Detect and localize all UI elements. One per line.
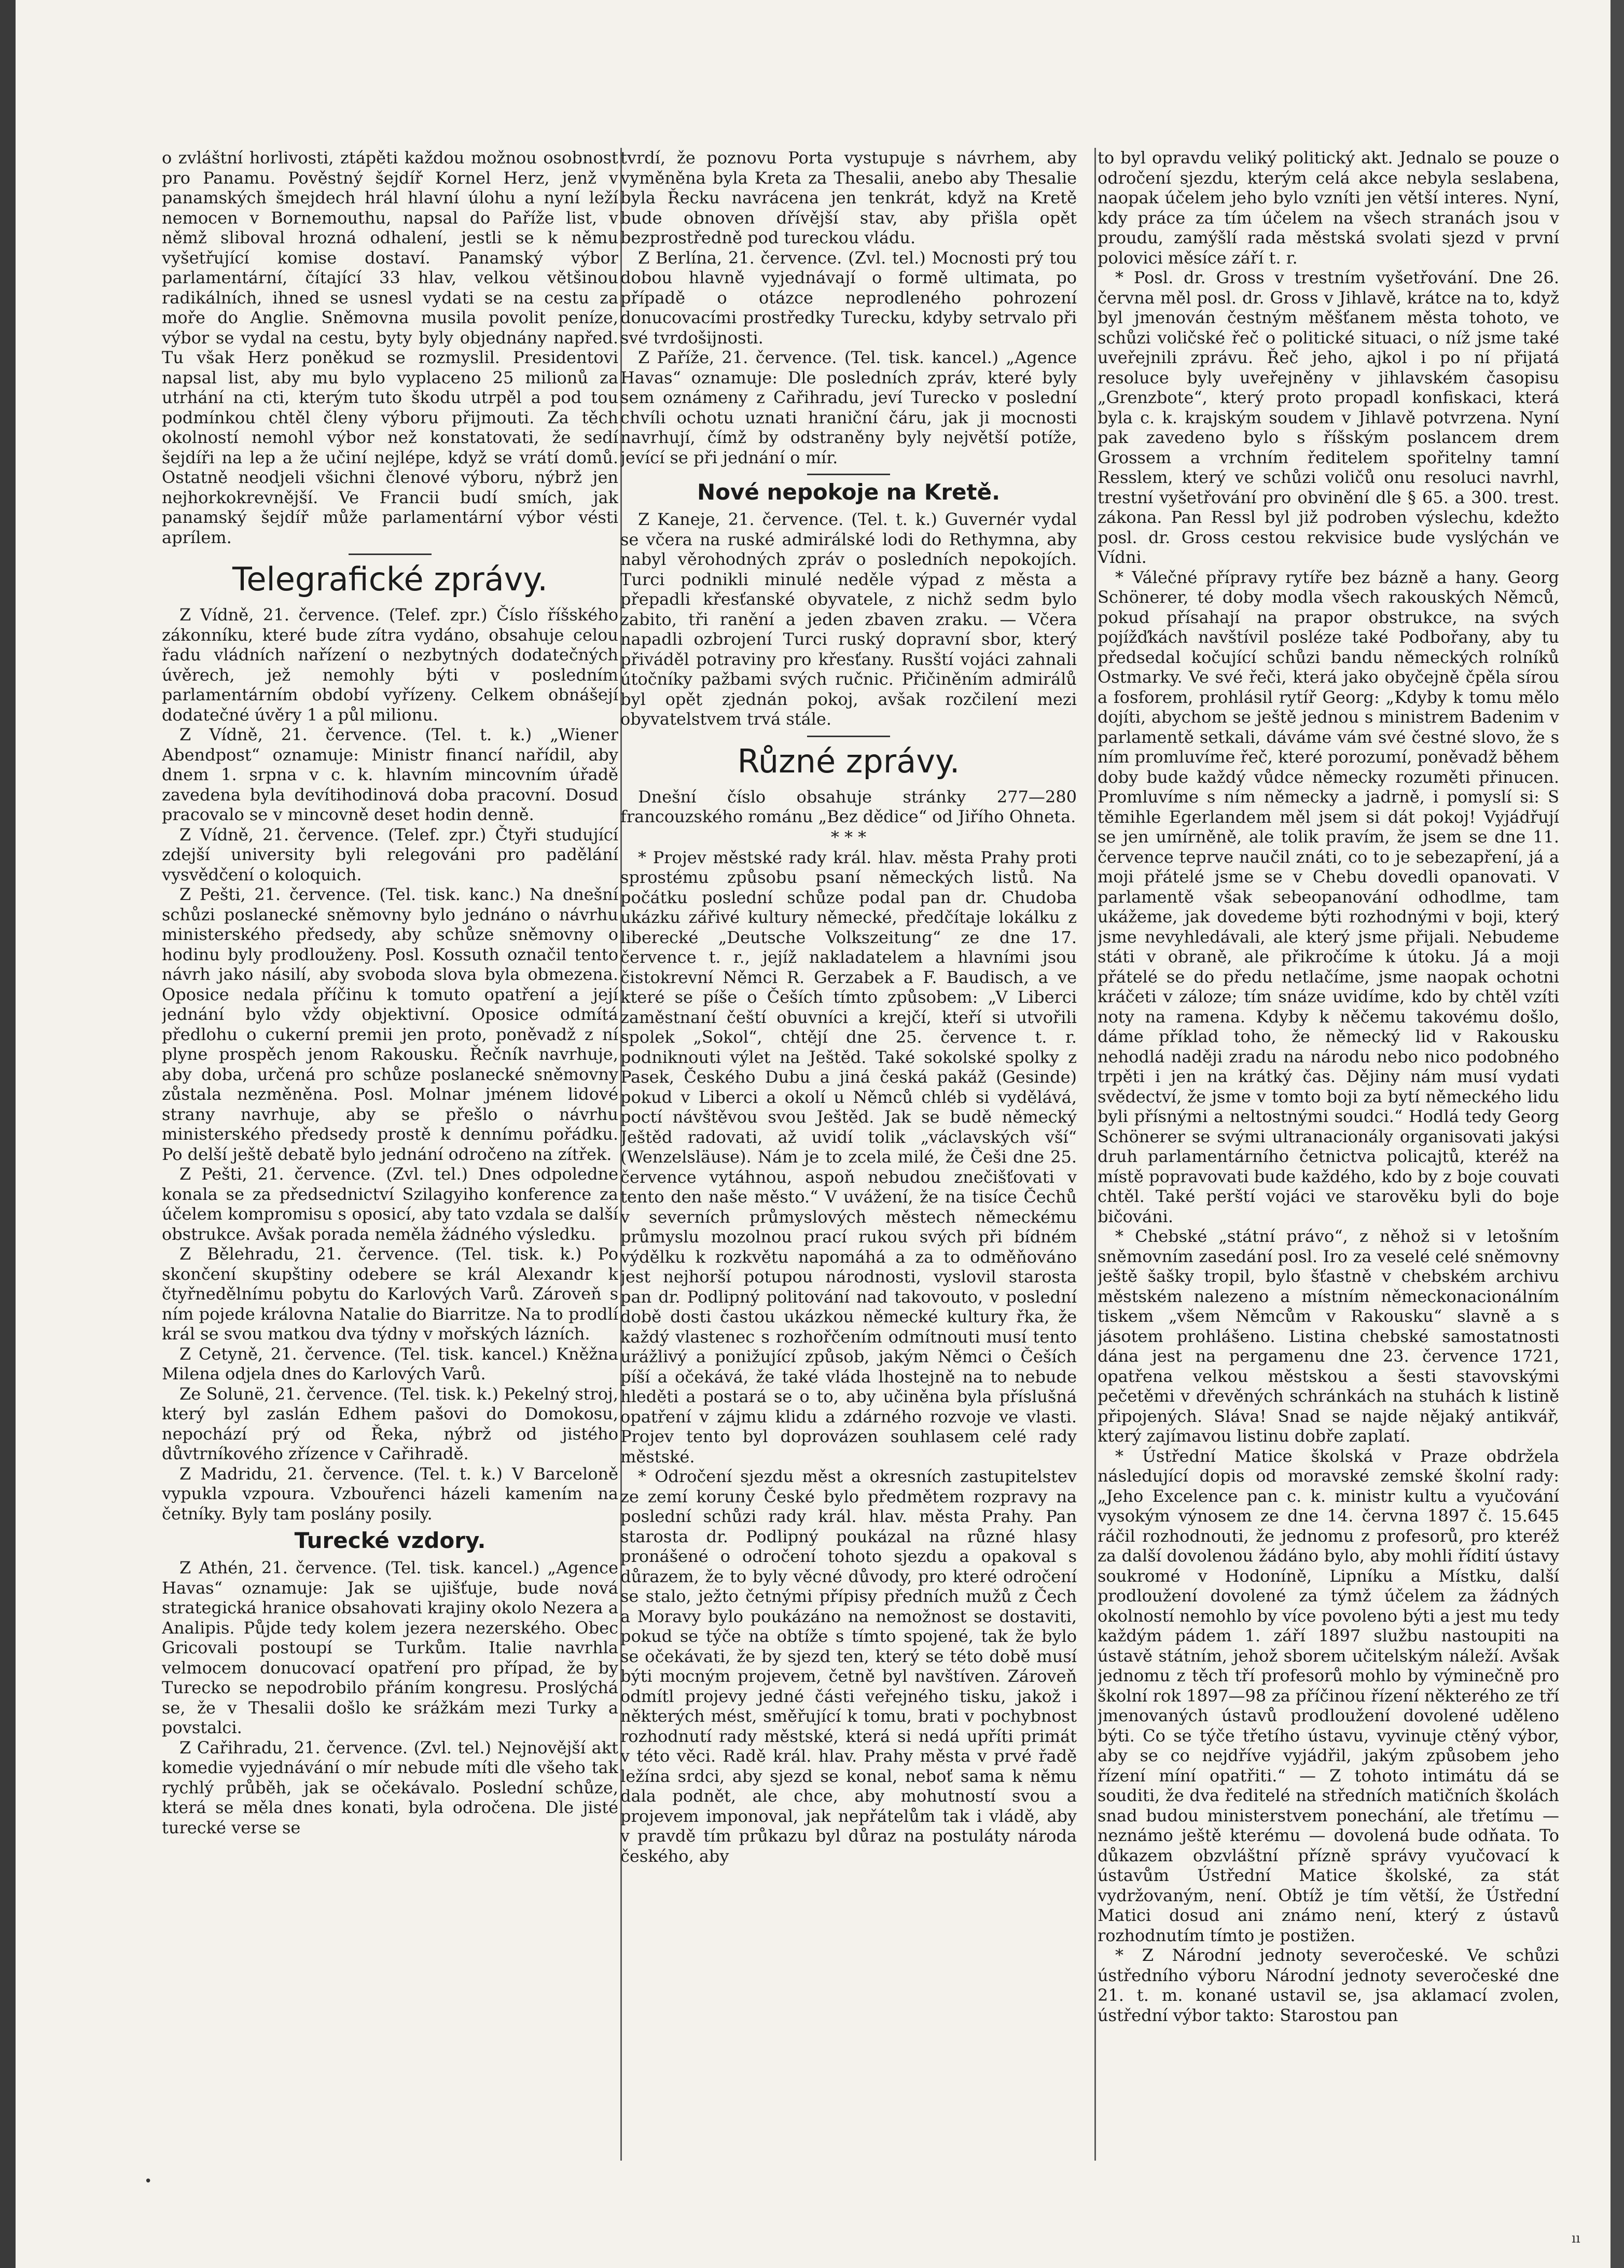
heading-various: Různé zprávy.: [737, 742, 960, 780]
section-divider: [349, 554, 432, 555]
column-1: [162, 148, 618, 2171]
section-divider: [807, 474, 890, 475]
scan-edge-right: [1611, 0, 1624, 2268]
telegram-item: Z Berlína, 21. července. (Zvl. tel.) Mocnosti prý tou dobou hlavně vyjednávají o formě ultimata, po případě o otázce neprodleného pohrození donucovacími prostředky Turecku, kdyby setrvalo při své tvrdošijnosti.: [620, 247, 1077, 348]
heading-telegrams: Telegrafické zprávy.: [232, 560, 548, 598]
various-intro: Dnešní číslo obsahuje stránky 277—280 francouzského románu „Bez dědice“ od Jiřího Ohneta.: [620, 786, 1077, 826]
margin-mark-left: •: [144, 2174, 152, 2189]
column-2: [620, 148, 1077, 2171]
sjezd-continuation: to byl opravdu veliký politický akt. Jednalo se pouze o odročení sjezdu, kterým celá akce nebyla seslabena, naopak účelem jeho bylo vzníti jen větší interes. Nyní, kdy práce za tím účelem na všech stranách jsou v proudu, zamýšlí rada městská svolati sjezd v první polovici měsíce září t. r.: [1098, 148, 1559, 268]
telegram-item: Z Pešti, 21. července. (Zvl. tel.) Dnes odpoledne konala se za předsednictví Szilagyiho konference za účelem kompromisu s oposicí, aby tato vzdala se další obstrukce. Avšak porada neměla žádného výsledku.: [162, 1164, 618, 1244]
column-rule-2: [1094, 148, 1096, 2161]
telegram-item: Ze Solunë, 21. července. (Tel. tisk. k.) Pekelný stroj, který byl zaslán Edhem pašovi do Domokosu, nepochází prý od Řeka, nýbrž od jistého důvtrníkového zřízence v Cařihradě.: [162, 1384, 618, 1463]
heading-turkish: Turecké vzdory.: [294, 1528, 486, 1553]
telegram-item: Z Vídně, 21. července. (Telef. zpr.) Číslo říšského zákonníku, které bude zítra vydáno, obsahuje celou řadu vládních nařízení o nezbytných dodatečných úvěrech, jež nemohly býti v posledním parlamentárním období vyřízeny. Celkem obnášejí dodatečné úvěry 1 a půl milionu.: [162, 605, 618, 725]
news-item: * Posl. dr. Gross v trestním vyšetřování. Dne 26. června měl posl. dr. Gross v Jihlavě, krátce na to, když byl jmenován čestným měšťanem města tohoto, ve schůzi voličské řeč o politické situaci, o níž jsme také uveřejnili zprávu. Řeč jeho, ajkol i po ní přijatá resoluce byly uveřejněny v jihlavském časopisu „Grenzbote“, který proto propadl konfiskaci, která byla c. k. krajským soudem v Jihlavě potvrzena. Nyní pak zavedeno bylo s říšským poslancem drem Grossem a vrchním ředitelem spořitelny tamní Resslem, který ve schůzi voličů onu resoluci navrhl, trestní vyšetřování pro obvinění dle § 65. a 300. trest. zákona. Pan Ressl byl již podroben výslechu, kdežto posl. dr. Gross cestou rekvisice bude vyslýchán ve Vídni.: [1098, 268, 1559, 567]
section-divider: [807, 736, 890, 737]
news-item: * Z Národní jednoty severočeské. Ve schůzi ústředního výboru Národní jednoty severočeské dne 21. t. m. konané ustavil se, jsa aklamací zvolen, ústřední výbor takto: Starostou pan: [1098, 1945, 1559, 2025]
margin-mark-right: ıı: [1572, 2231, 1580, 2246]
telegram-item: Z Bělehradu, 21. července. (Tel. tisk. k.) Po skončení skupštiny odebere se král Alexandr k čtyřnedělnímu pobytu do Karlových Varů. Zároveň s ním pojede královna Natalie do Biarritze. Na to prodlí král se svou matkou dva týdny v mořských lázních.: [162, 1244, 618, 1344]
news-item: * Válečné přípravy rytíře bez bázně a hany. Georg Schönerer, té doby modla všech rakouských Němců, pokud přísahají na prapor obstrukce, na svých pojížďkách navštívil posléze také Podbořany, aby tu předsedal kočující schůzi bandu německých rolníků Ostmarky. Ve své řeči, která jako obyčejně čpěla sírou a fosforem, prohlásil rytíř Georg: „Kdyby k tomu mělo dojíti, abychom se ještě jednou s ministrem Badenim v parlamentě setkali, dáváme vám své čestné slovo, že s ním promluvíme řeč, které porozumí, poněvadž během doby bude každý vůdce německy rozuměti přinucen. Promluvíme s ním německy a jadrně, i pomyslí si: S těmihle Egerlandem měl jsem si dát pokoj! Vyjádřují se jen umírněně, ale tolik pravím, že jsem se dne 11. července teprve naučil znáti, co to je sebezapření, já a moji přátelé jsme se v Chebu dovedli opanovati. V parlamentě však sebeopanování odhodlme, tam ukážeme, jak dovedeme býti rozhodnými v boji, který jsme nevyhledávali, ale který jsme přijali. Nebudeme státi v obraně, ale přikročíme k útoku. Já a moji přátelé se do předu netlačíme, jsme naopak ochotni kráčeti v záloze; tím snáze uvidíme, kdo by chtěl vzíti noty na ramena. Kdyby k něčemu takovému došlo, dáme příklad toho, že německý lid v Rakousku nehodlá naději zradu na národu nebo nico podobného trpěti i jen na krátký čas. Dějiny nám musí vydati svědectví, že jsme v tomto boji za bytí německého lidu byli přísnými a neltostnými soudci.“ Hodlá tedy Georg Schönerer se svými ultranacionály organisovati jakýsi druh parlamentárního četnictva policajtů, kteréž na místě popravovati bude každého, kdo by z boje couvati chtěl. Také perští vojáci ve starověku byli do boje bičováni.: [1098, 567, 1559, 1226]
turkish-item: Z Cařihradu, 21. července. (Zvl. tel.) Nejnovější akt komedie vyjednávání o mír nebude míti dle všeho tak rychlý průběh, jak se očekávalo. Poslední schůze, která se měla dnes konati, byla odročena. Dle jisté turecké verse se: [162, 1737, 618, 1837]
stars-divider: * * *: [830, 827, 867, 847]
news-item: * Chebské „státní právo“, z něhož si v letošním sněmovním zasedání posl. Iro za veselé celé sněmovny ještě šašky tropil, bylo šťastně v chebském archivu městském nalezeno a místním německonacionálním tiskem „všem Němcům v Rakousku“ slavně a s jásotem prohlášeno. Listina chebské samostatnosti dána jest na pergamenu dne 23. července 1721, opatřena velkou městskou a šesti stavovskými pečetěmi v dřevěných schránkách na stuhách k listině připojených. Sláva! Snad se najde nějaký antikvář, který zajímavou listinu dobře zaplatí.: [1098, 1226, 1559, 1446]
telegram-item: Z Paříže, 21. července. (Tel. tisk. kancel.) „Agence Havas“ oznamuje: Dle posledních zpráv, které byly sem oznámeny z Cařihradu, jeví Turecko v poslední chvíli ochotu uznati hraniční čáru, jak ji mocnosti navrhují, čímž by odstraněny byly největší potíže, jevící se při jednání o mír.: [620, 348, 1077, 467]
panama-article-end: o zvláštní horlivosti, ztápěti každou možnou osobnost pro Panamu. Pověstný šejdíř Kornel Herz, jenž v panamských šmejdech hrál hlavní úlohu a nyní leží nemocen v Bornemouthu, napsal do Paříže list, v němž sliboval hrozná odhalení, jestli se k němu vyšetřující komise dostaví. Panamský výbor parlamentární, čítající 33 hlav, velkou většinou radikálních, ihned se usnesl vydati se na cestu za moře do Anglie. Sněmovna musila povolit peníze, výbor se vydal na cestu, byty byly objednány napřed. Tu však Herz poněkud se rozmyslil. Presidentovi napsal list, aby mu bylo vyplaceno 25 milionů za utrhání na cti, kterým tuto škodu utrpěl a pod tou podmínkou chtěl členy výboru přijmouti. Za těch okolností nemohl výbor než konstatovati, že sedí šejdíři na lep a že učiní nejlépe, když se vrátí domů. Ostatně neodjeli všichni členové výboru, nýbrž jen nejhorkokrevnější. Ve Francii budí smích, jak panamský šejdíř může parlamentární výbor vésti aprílem.: [162, 148, 618, 547]
turkish-item: Z Athén, 21. července. (Tel. tisk. kancel.) „Agence Havas“ oznamuje: Jak se ujišťuje, bude nová strategická hranice obsahovati krajiny okolo Nezera a Analipis. Půjde tedy kolem jezera nezerského. Obec Gricovali postoupí se Turkům. Italie navrhla velmocem donucovací opatření pro případ, že by Turecko se nepodrobilo přáním kongresu. Proslýchá se, že v Thesalii došlo ke srážkám mezi Turky a povstalci.: [162, 1558, 618, 1737]
turkish-continuation: tvrdí, že poznovu Porta vystupuje s návrhem, aby vyměněna byla Kreta za Thesalii, anebo aby Thesalie byla Řecku navrácena jen tenkrát, když na Kretě bude obnoven dřívější stav, aby přišla opět bezprostředně pod tureckou vládu.: [620, 148, 1077, 247]
news-item: * Odročení sjezdu měst a okresních zastupitelstev ze zemí koruny České bylo předmětem rozpravy na poslední schůzi rady král. hlav. města Prahy. Pan starosta dr. Podlipný poukázal na různé hlasy pronášené o odročení tohoto sjezdu a opakoval s důrazem, že to byly věcné důvody, pro které odročení se stalo, ježto četnými přípisy předních mužů z Čech a Moravy bylo poukázáno na nemožnost se dostaviti, pokud se týče na obtíže s tímto spojené, tak že bylo se očekávati, že by sjezd ten, který se této době musí býti mocným projevem, četně byl navštíven. Zároveň odmítl projevy jedné části veřejného tisku, jakož i některých mést, směřující k tomu, brati v pochybnost rozhodnutí rady městské, která si nedá upříti primát v této věci. Radě král. hlav. Prahy města v prvé řadě ležína srdci, aby sjezd se konal, neboť sama k němu dala podnět, ale chce, aby mohutností svou a projevem imponoval, jak nepřátelům tak i vládě, aby v pravdě tím průkazu byl důraz na postuláty národa českého, aby: [620, 1467, 1077, 1866]
telegram-item: Z Vídně, 21. července. (Telef. zpr.) Čtyři studující zdejší university byli relegováni pro padělání vysvědčení o koloquich.: [162, 824, 618, 884]
telegram-item: Z Cetyně, 21. července. (Tel. tisk. kancel.) Kněžna Milena odjela dnes do Karlových Varů.: [162, 1344, 618, 1384]
telegram-item: Z Pešti, 21. července. (Tel. tisk. kanc.) Na dnešní schůzi poslanecké sněmovny bylo jednáno o návrhu ministerského předsedy, aby schůze sněmovny o hodinu byly prodlouženy. Posl. Kossuth označil tento návrh jako násilí, aby svoboda slova byla obmezena. Oposice nedala příčinu k tomuto opatření a její jednání bylo vždy objektivní. Oposice odmítá předlohu o cukerní premii jen proto, poněvadž z ní plyne prospěch jenom Rakousku. Řečník navrhuje, aby doba, určená pro schůze poslanecké sněmovny zůstala nezměněna. Posl. Molnar jménem lidové strany navrhuje, aby se přešlo o návrhu ministerského předsedy prostě k dennímu pořádku. Po delší ještě debatě bylo jednání odročeno na zítřek.: [162, 884, 618, 1164]
news-item: * Projev městské rady král. hlav. města Prahy proti sprostému způsobu psaní německých listů. Na počátku poslední schůze podal pan dr. Chudoba ukázku zářivé kultury německé, předčítaje lokálku z liberecké „Deutsche Volkszeitung“ ze dne 17. července t. r., jejíž nakladatelem a hlavními jsou čistokrevní Němci R. Gerzabek a F. Baudisch, a ve které se píše o Češích tímto způsobem: „V Liberci zaměstnaní čeští obuvníci a krejčí, kteří si utvořili spolek „Sokol“, chtějí dne 25. července t. r. podniknouti výlet na Ještěd. Také sokolské spolky z Pasek, Českého Dubu a jiná česká pakáž (Gesinde) pokud v Liberci a okolí u Němců chléb si vydělává, poctí návštěvou svou Ještěd. Jak se budě německý Ještěd radovati, až uvidí tolik „václavských vší“ (Wenzelsläuse). Nám je to zcela milé, že Češi dne 25. července vytáhnou, aspoň nebudou znečišťovati v tento den naše město.“ V uvážení, že na tisíce Čechů v severních průmyslových městech německému průmyslu mozolnou prací rukou svých při bídném výdělku k rozkvětu napomáhá a za to odměňováno jest nejhorší potupou národnosti, vyslovil starosta pan dr. Podlipný politování nad takovouto, v poslední době dosti častou ukázkou německé kultury řka, že každý vlastenec s rozhořčením odmítnouti musí tento urážlivý a ponižující způsob, jakým Němci o Češích píší a očekává, že také vláda lhostejně na to nebude hleděti a postará se o to, aby učiněna byla příslušná opatření v zájmu klidu a zdárného rozvoje ve vlasti. Projev tento byl doprovázen souhlasem celé rady městské.: [620, 847, 1077, 1467]
crete-item: Z Kaneje, 21. července. (Tel. t. k.) Guvernér vydal se včera na ruské admirálské lodi do Rethymna, aby nabyl věrohodných zpráv o posledních nepokojích. Turci podnikli minulé neděle výpad z města a přepadli křesťanské obyvatele, z nichž sedm bylo zabito, tři ranění a jeden zbaven zraku. — Včera napadli ozbrojení Turci ruský dopravní sbor, který přiváděl potraviny pro křesťany. Rusští vojáci zahnali útočníky pažbami svých ručnic. Přičiněním admirálů byl opět zjednán pokoj, avšak rozčilení mezi obyvatelstvem trvá stále.: [620, 509, 1077, 729]
heading-crete: Nové nepokoje na Kretě.: [697, 479, 1001, 505]
scan-edge-left: [0, 0, 16, 2268]
column-3: [1098, 148, 1559, 2171]
telegram-item: Z Vídně, 21. července. (Tel. t. k.) „Wiener Abendpost“ oznamuje: Ministr financí nařídil, aby dnem 1. srpna v c. k. hlavním mincovním úřadě zavedena byla devítihodinová doba pracovní. Dosud pracovalo se v mincovně deset hodin denně.: [162, 725, 618, 824]
telegram-item: Z Madridu, 21. července. (Tel. t. k.) V Barceloně vypukla vzpoura. Vzbouřenci házeli kamením na četníky. Byly tam poslány posily.: [162, 1463, 618, 1524]
news-item: * Ústřední Matice školská v Praze obdržela následující dopis od moravské zemské školní rady: „Jeho Excelence pan c. k. ministr kultu a vyučování vysokým výnosem ze dne 14. června 1897 č. 15.645 ráčil rozhodnouti, že jednomu z profesorů, pro kteréž za další dovolenou žádáno bylo, aby mohli řídití ústavy soukromé v Hodoníně, Lipníku a Místku, další prodloužení dovolené za týmž účelem za žádných okolností nemohlo by více povoleno býti a jest mu tedy každým pádem 1. září 1897 službu nastoupiti na ústavě státním, jehož sborem učitelským náleží. Avšak jednomu z těch tří profesorů mohlo by výminečně pro školní rok 1897—98 za příčinou řízení některého ze tří jmenovaných ústavů prodloužení dovolené uděleno býti. Co se týče třetího ústavu, vyvinuje ctěný výbor, aby se co nejdříve vyjádřil, jakým způsobem jeho řízení míní opatřiti.“ — Z tohoto intimátu dá se souditi, že dva ředitelé na středních matičních školách snad budou ministerstvem ponechání, ale třetímu — neznámo ještě kterému — dovolená bude odňata. To důkazem obzvláštní přízně správy vyučovací k ústavům Ústřední Matice školské, za stát vydržovaným, není. Obtíž je tím větší, že Ústřední Matici dosud ani známo není, který z ústavů rozhodnutím tímto je postižen.: [1098, 1446, 1559, 1945]
